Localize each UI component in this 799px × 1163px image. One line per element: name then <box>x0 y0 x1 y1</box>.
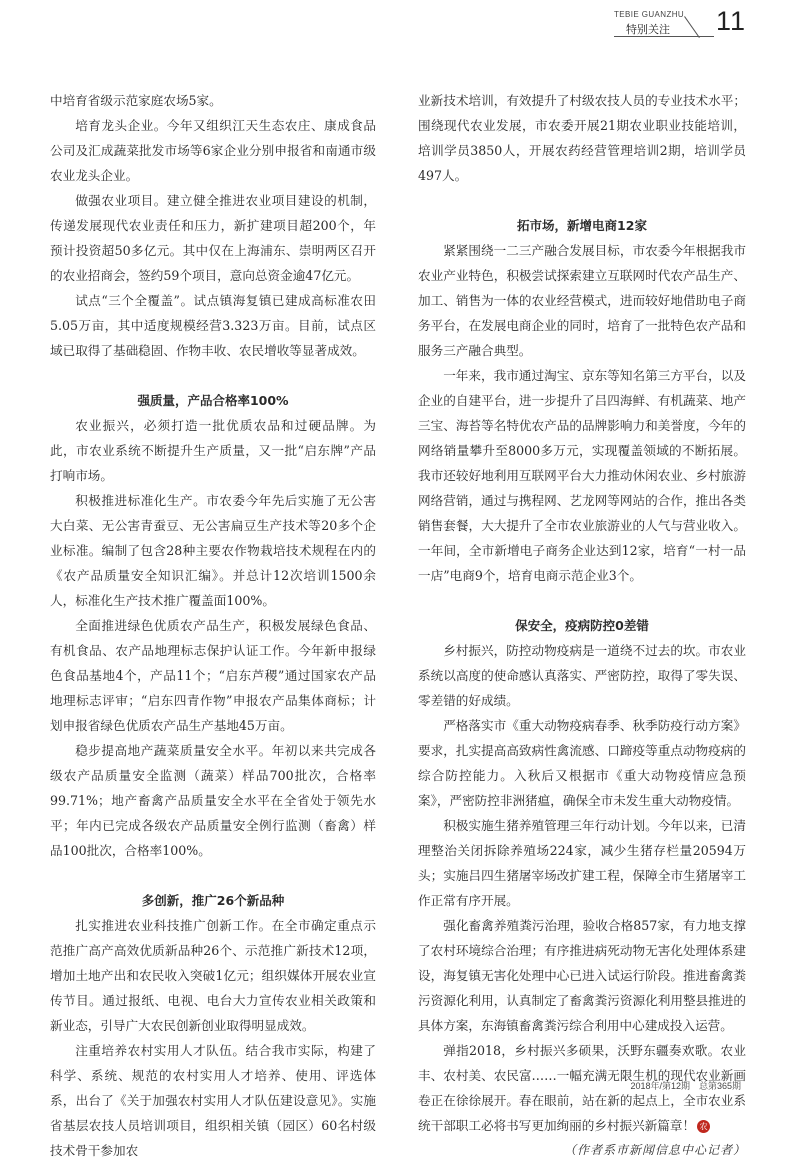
paragraph-text: 试点“三个全覆盖”。试点镇海复镇已建成高标准农田5.05万亩，其中适度规模经营3.323万亩。目前，试点区域已取得了基础稳固、作物丰收、农民增收等显著成效。 <box>50 293 376 358</box>
article-paragraph <box>50 113 376 188</box>
paragraph-text: 积极实施生猪养殖管理三年行动计划。今年以来，已清理整治关闭拆除养殖场224家，减少生猪存栏量20594万头；实施吕四生猪屠宰场改扩建工程，保障全市生猪屠宰工作正常有序开展。 <box>418 818 746 908</box>
paragraph-text: 业新技术培训，有效提升了村级农技人员的专业技术水平；围绕现代农业发展，市农委开展21期农业职业技能培训，培训学员3850人，开展农药经营管理培训2期，培训学员497人。 <box>418 93 746 183</box>
section-title-cn: 特别关注 <box>626 23 670 36</box>
article-paragraph <box>50 913 376 1038</box>
paragraph-text: 稳步提高地产蔬菜质量安全水平。年初以来共完成各级农产品质量安全监测（蔬菜）样品700批次，合格率99.71%；地产畜禽产品质量安全水平在全省处于领先水平；年内已完成各级农产品质量安全例行监测（畜禽）样品100批次，合格率100%。 <box>50 743 376 858</box>
header-slash <box>684 16 700 38</box>
author-byline: （作者系市新闻信息中心记者） <box>563 1143 746 1157</box>
article-paragraph <box>418 913 746 1038</box>
paragraph-text: 注重培养农村实用人才队伍。结合我市实际，构建了科学、系统、规范的农村实用人才培养、使用、评选体系，出台了《关于加强农村实用人才队伍建设意见》。实施省基层农技人员培训项目，组织相关镇（园区）60名村级技术骨干参加农 <box>50 1043 376 1158</box>
left-column <box>50 88 376 1163</box>
paragraph-text: 全面推进绿色优质农产品生产，积极发展绿色食品、有机食品、农产品地理标志保护认证工作。今年新申报绿色食品基地4个，产品11个；“启东芦稷”通过国家农产品地理标志评审；“启东四青作物”申报农产品集体商标；计划申报省绿色优质农产品生产基地45万亩。 <box>50 618 376 733</box>
paragraph-text: 紧紧围绕一二三产融合发展目标，市农委今年根据我市农业产业特色，积极尝试探索建立互联网时代农产品生产、加工、销售为一体的农业经营模式，进而较好地借助电子商务平台，在发展电商企业的同时，培育了一批特色农产品和服务三产融合典型。 <box>418 243 746 358</box>
article-paragraph <box>50 288 376 363</box>
section-spacer <box>418 188 746 213</box>
paragraph-text: 农业振兴，必须打造一批优质农品和过硬品牌。为此，市农业系统不断提升生产质量，又一批“启东牌”产品打响市场。 <box>50 418 376 483</box>
paragraph-text: 中培育省级示范家庭农场5家。 <box>50 93 222 108</box>
section-heading: 强质量，产品合格率100% <box>137 393 289 408</box>
paragraph-text: 做强农业项目。建立健全推进农业项目建设的机制，传递发展现代农业责任和压力，新扩建项目超200个，年预计投资超50多亿元。其中仅在上海浦东、崇明两区召开的农业招商会，签约59个项目，意向总资金逾47亿元。 <box>50 193 376 283</box>
paragraph-text: 培育龙头企业。今年又组织江天生态农庄、康成食品公司及汇成蔬菜批发市场等6家企业分别申报省和南通市级农业龙头企业。 <box>50 118 376 183</box>
section-spacer <box>418 588 746 613</box>
article-paragraph <box>418 363 746 588</box>
paragraph-text: 强化畜禽养殖粪污治理，验收合格857家，有力地支撑了农村环境综合治理；有序推进病死动物无害化处理体系建设，海复镇无害化处理中心已进入试运行阶段。推进畜禽粪污资源化利用，认真制定了畜禽粪污资源化利用整县推进的具体方案，东海镇畜禽粪污综合利用中心建成投入运营。 <box>418 918 746 1033</box>
section-spacer <box>50 363 376 388</box>
page-number: 11 <box>716 6 747 36</box>
paragraph-text: 弹指2018，乡村振兴多硕果，沃野东疆奏欢歌。农业丰、农村美、农民富……一幅充满无限生机的现代农业新画卷正在徐徐展开。春在眼前，站在新的起点上，全市农业系统干部职工必将书写更加绚丽的乡村振兴新篇章！ <box>418 1043 746 1133</box>
article-paragraph <box>50 1038 376 1163</box>
article-paragraph <box>50 738 376 863</box>
article-paragraph <box>50 613 376 738</box>
paragraph-text: 严格落实市《重大动物疫病春季、秋季防疫行动方案》要求，扎实提高高致病性禽流感、口蹄疫等重点动物疫病的综合防控能力。入秋后又根据市《重大动物疫情应急预案》，严密防控非洲猪瘟，确保全市未发生重大动物疫情。 <box>418 718 746 808</box>
article-paragraph <box>418 238 746 363</box>
article-paragraph <box>418 813 746 913</box>
end-mark-icon: 农 <box>697 1120 710 1133</box>
section-heading: 保安全，疫病防控0差错 <box>515 618 649 633</box>
section-heading: 多创新，推广26个新品种 <box>141 893 285 908</box>
section-title-en: TEBIE GUANZHU <box>614 10 685 19</box>
article-paragraph <box>418 713 746 813</box>
section-spacer <box>50 863 376 888</box>
paragraph-text: 积极推进标准化生产。市农委今年先后实施了无公害大白菜、无公害青蚕豆、无公害扁豆生产技术等20多个企业标准。编制了包含28种主要农作物栽培技术规程在内的《农产品质量安全知识汇编》。并总计12次培训1500余人，标准化生产技术推广覆盖面100%。 <box>50 493 376 608</box>
article-paragraph <box>418 88 746 188</box>
issue-footer: 2018年/第12期 总第365期 <box>630 1081 741 1091</box>
paragraph-text: 扎实推进农业科技推广创新工作。在全市确定重点示范推广高产高效优质新品种26个、示范推广新技术12项，增加土地产出和农民收入突破1亿元；组织媒体开展农业宣传节目。通过报纸、电视、电台大力宣传农业相关政策和新业态，引导广大农民创新创业取得明显成效。 <box>50 918 376 1033</box>
article-paragraph <box>50 88 376 113</box>
paragraph-text: 乡村振兴，防控动物疫病是一道绕不过去的坎。市农业系统以高度的使命感认真落实、严密防控，取得了零失误、零差错的好成绩。 <box>418 643 746 708</box>
article-paragraph <box>50 488 376 613</box>
paragraph-text: 一年来，我市通过淘宝、京东等知名第三方平台，以及企业的自建平台，进一步提升了吕四海鲜、有机蔬菜、地产三宝、海苔等名特优农产品的品牌影响力和美誉度，今年的网络销量攀升至8000多万元，实现覆盖领域的不断拓展。我市还较好地利用互联网平台大力推动休闲农业、乡村旅游网络营销，通过与携程网、艺龙网等网站的合作，推出各类销售套餐，大大提升了全市农业旅游业的人气与营业收入。一年间，全市新增电子商务企业达到12家，培育“一村一品一店”电商9个，培育电商示范企业3个。 <box>418 368 746 583</box>
article-paragraph <box>50 188 376 288</box>
article-paragraph <box>50 413 376 488</box>
right-column <box>418 88 746 1163</box>
section-heading: 拓市场，新增电商12家 <box>517 218 647 233</box>
article-paragraph <box>418 638 746 713</box>
